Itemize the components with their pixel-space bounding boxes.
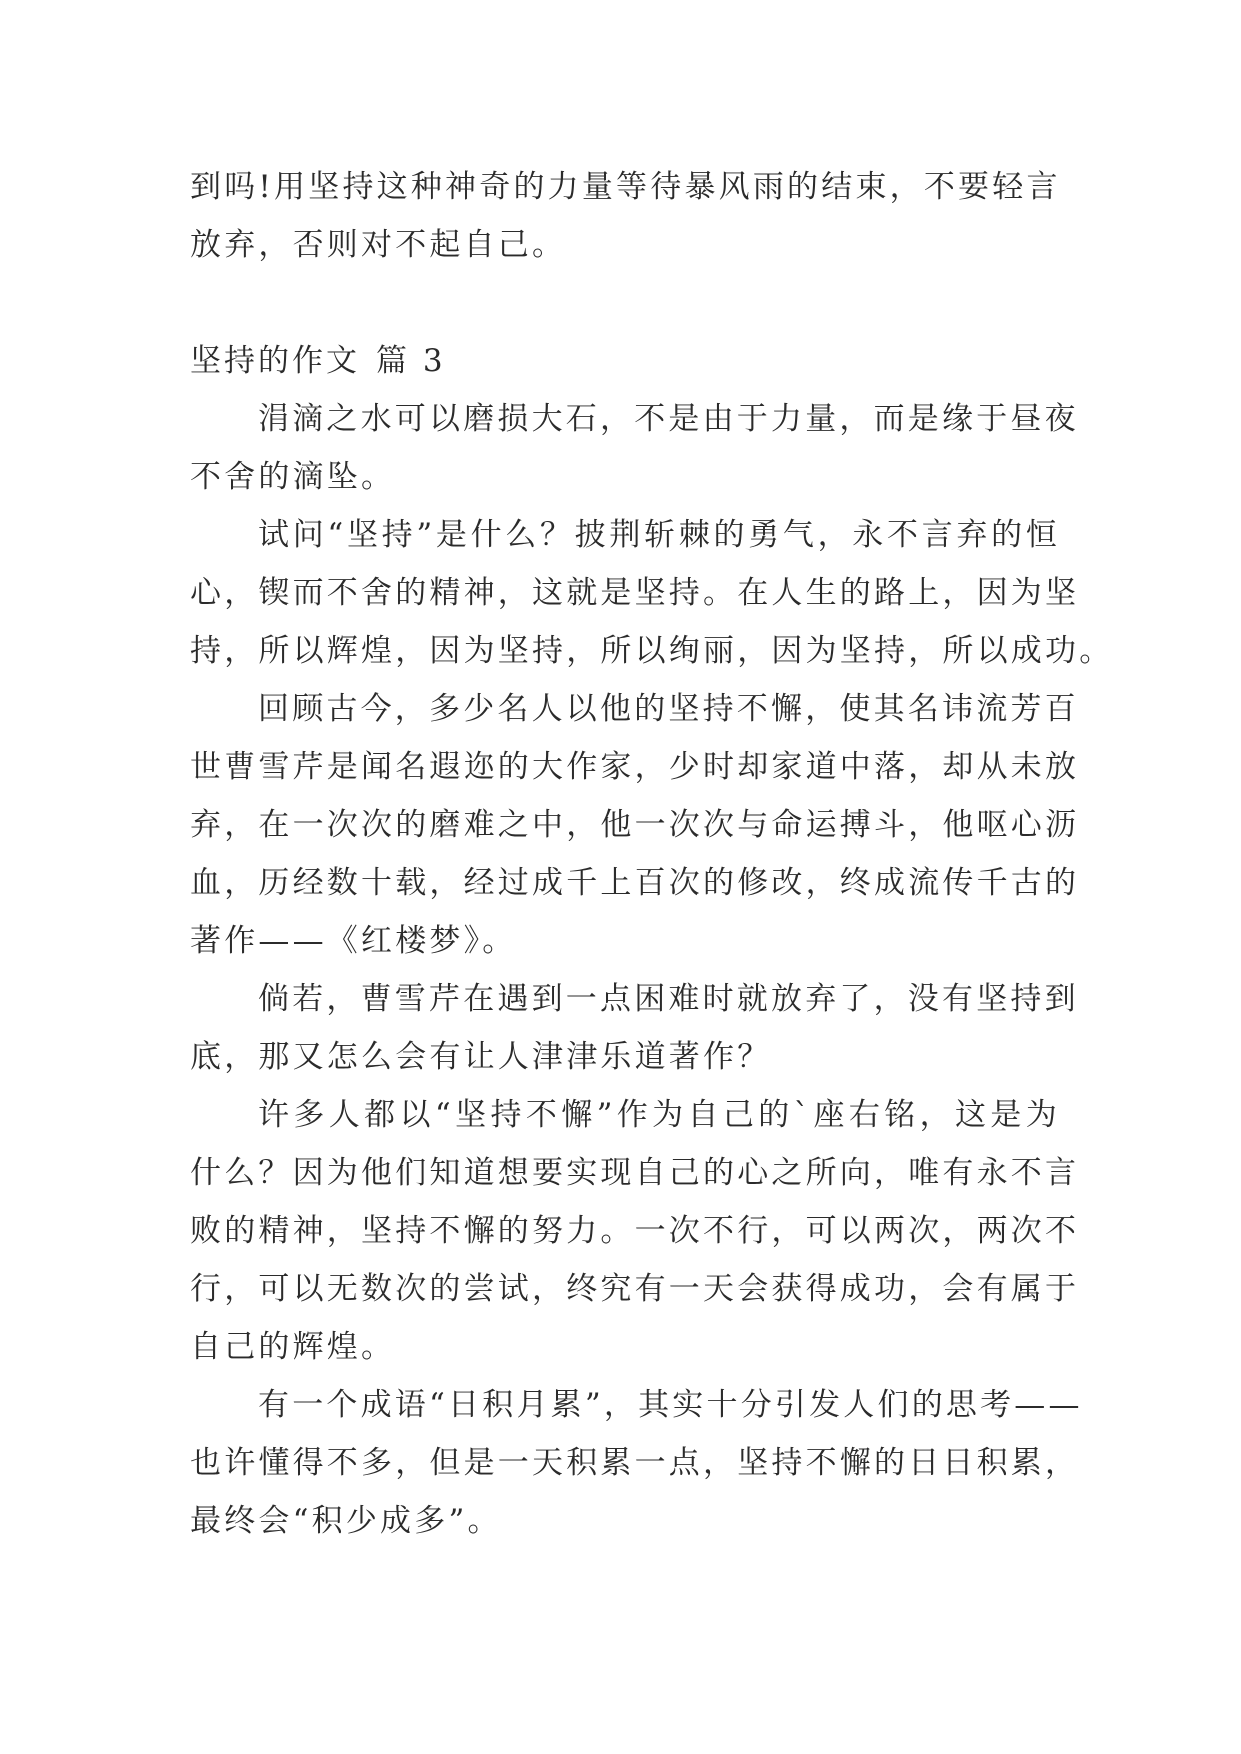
paragraph — [190, 680, 1080, 970]
spacer — [190, 274, 1060, 332]
text-line: 倘若，曹雪芹在遇到一点困难时就放弃了，没有坚持到 — [258, 981, 1079, 1017]
paragraph — [190, 1086, 1080, 1376]
text-line: 自己的辉煌。 — [190, 1329, 396, 1365]
text-line: 回顾古今，多少名人以他的坚持不懈，使其名讳流芳百 — [258, 691, 1079, 727]
text-line: 弃，在一次次的磨难之中，他一次次与命运搏斗，他呕心沥 — [190, 807, 1080, 843]
section-number: 篇 3 — [376, 343, 446, 379]
section-title: 坚持的作文 — [190, 343, 360, 379]
text-line: 著作——《红楼梦》。 — [190, 923, 517, 959]
text-line: 世曹雪芹是闻名遐迩的大作家，少时却家道中落，却从未放 — [190, 749, 1080, 785]
section-heading — [190, 332, 1060, 390]
text-line: 有一个成语“日积月累”，其实十分引发人们的思考—— — [258, 1387, 1083, 1423]
text-line: 行，可以无数次的尝试，终究有一天会获得成功，会有属于 — [190, 1271, 1080, 1307]
text-line: 放弃，否则对不起自己。 — [190, 227, 567, 263]
paragraph — [190, 970, 1079, 1086]
paragraph — [190, 390, 1079, 506]
text-line: 涓滴之水可以磨损大石，不是由于力量，而是缘于昼夜 — [258, 401, 1079, 437]
text-line: 许多人都以“坚持不懈”作为自己的`座右铭，这是为 — [258, 1097, 1060, 1133]
text-line: 持，所以辉煌，因为坚持，所以绚丽，因为坚持，所以成功。 — [190, 633, 1114, 669]
text-line: 什么？因为他们知道想要实现自己的心之所向，唯有永不言 — [190, 1155, 1080, 1191]
text-line: 到吗!用坚持这种神奇的力量等待暴风雨的结束，不要轻言 — [190, 169, 1061, 205]
text-line: 心，锲而不舍的精神，这就是坚持。在人生的路上，因为坚 — [190, 575, 1080, 611]
text-line: 也许懂得不多，但是一天积累一点，坚持不懈的日日积累， — [190, 1445, 1080, 1481]
text-line: 败的精神，坚持不懈的努力。一次不行，可以两次，两次不 — [190, 1213, 1080, 1249]
paragraph — [190, 1376, 1083, 1550]
text-line: 血，历经数十载，经过成千上百次的修改，终成流传千古的 — [190, 865, 1080, 901]
document-page — [190, 158, 1114, 1550]
paragraph — [190, 506, 1114, 680]
continuation-paragraph — [190, 158, 1060, 274]
text-line: 最终会“积少成多”。 — [190, 1503, 502, 1539]
text-line: 底，那又怎么会有让人津津乐道著作？ — [190, 1039, 772, 1075]
text-line: 不舍的滴坠。 — [190, 459, 396, 495]
text-line: 试问“坚持”是什么？披荆斩棘的勇气，永不言弃的恒 — [258, 517, 1060, 553]
